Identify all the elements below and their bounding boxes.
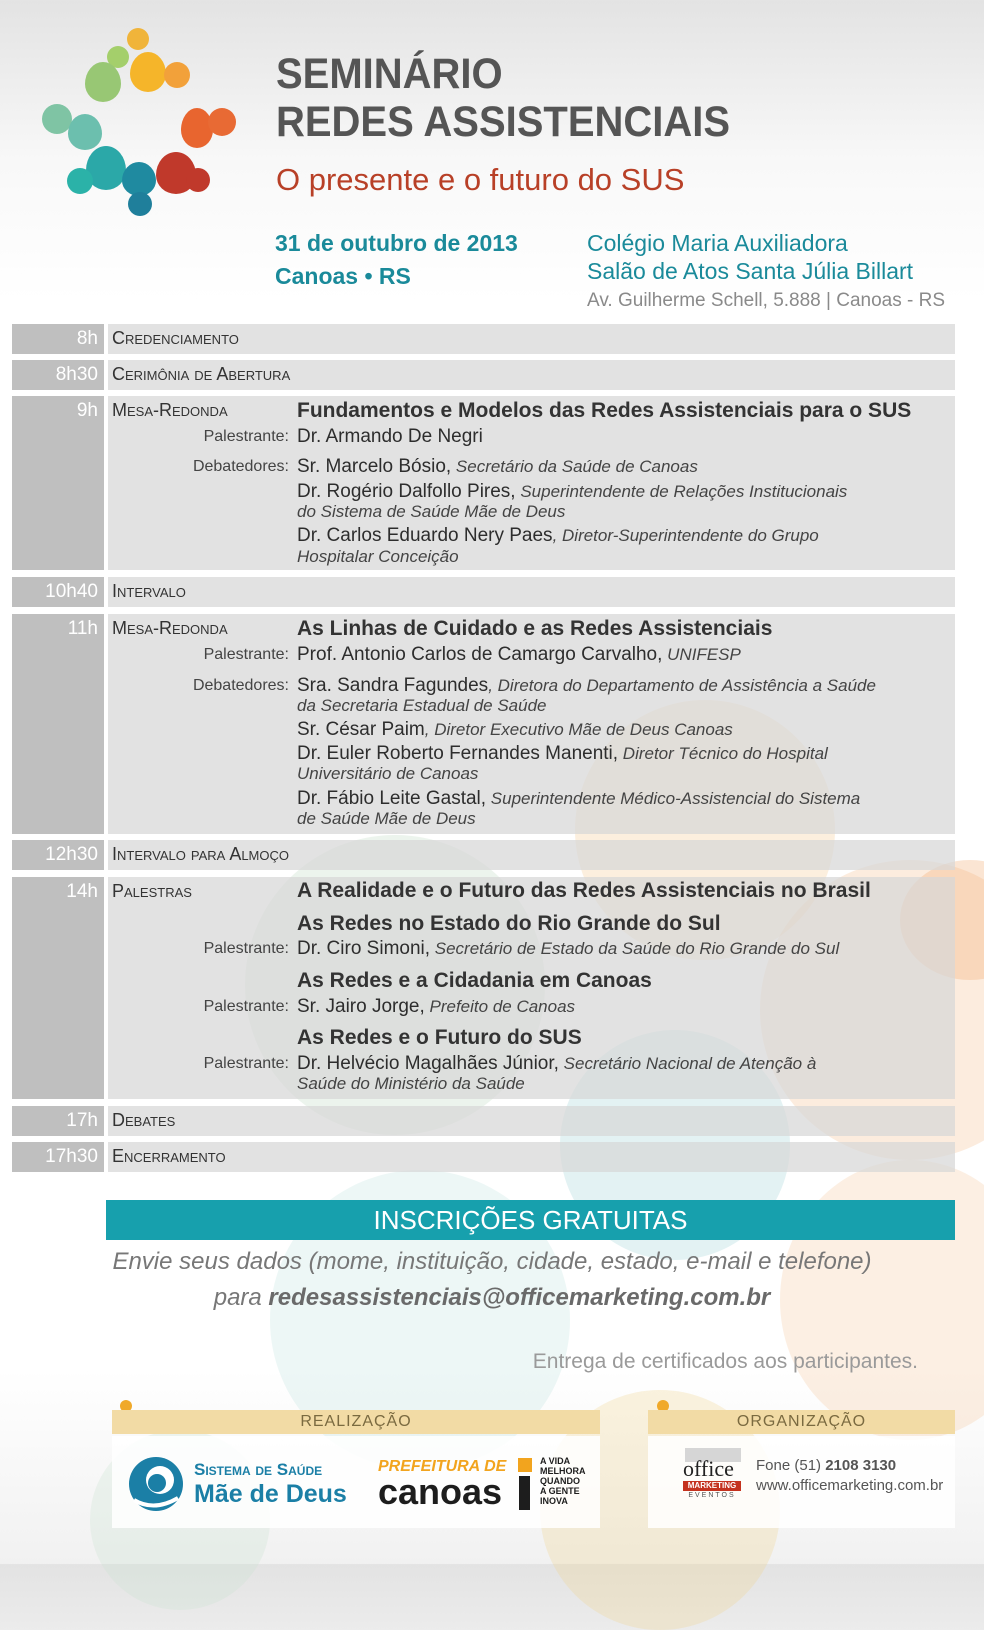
session-topic: A Realidade e o Futuro das Redes Assistenciais no Brasil <box>297 879 871 902</box>
session-label: Palestras <box>112 881 192 901</box>
debater-affiliation: do Sistema de Saúde Mãe de Deus <box>297 502 566 521</box>
session-label: Mesa-Redonda <box>112 618 228 638</box>
page-title-line2: REDES ASSISTENCIAIS <box>276 98 731 146</box>
debater: Sr. Marcelo Bósio, Secretário da Saúde de Canoas <box>297 456 698 477</box>
time-slot: 17h <box>12 1106 104 1136</box>
role-label: Debatedores: <box>192 677 289 694</box>
session-label: Credenciamento <box>112 328 239 348</box>
time-slot: 11h <box>12 614 104 834</box>
session-label: Cerimônia de Abertura <box>112 364 291 384</box>
office-word: office <box>683 1456 734 1481</box>
schedule-row <box>12 614 955 834</box>
registration-email-line: para redesassistenciais@officemarketing.com.br <box>213 1284 771 1311</box>
debater-affiliation: Hospitalar Conceição <box>297 547 459 566</box>
session-topic: Fundamentos e Modelos das Redes Assistenciais para o SUS <box>297 399 912 422</box>
session-label: Encerramento <box>112 1146 226 1166</box>
contact-website-link[interactable]: www.officemarketing.com.br <box>756 1477 944 1494</box>
session-label: Mesa-Redonda <box>112 400 228 420</box>
venue-line1: Colégio Maria Auxiliadora <box>587 230 848 256</box>
office-sub: MARKETING <box>683 1481 741 1491</box>
time-slot: 10h40 <box>12 577 104 607</box>
role-label: Palestrante: <box>203 940 289 957</box>
time-slot: 9h <box>12 396 104 570</box>
registration-heading: INSCRIÇÕES GRATUITAS <box>106 1200 955 1240</box>
mae-de-deus-logo[interactable] <box>124 1452 347 1516</box>
seminar-logo <box>40 20 240 220</box>
prefeitura-line1: PREFEITURA DE <box>378 1458 507 1475</box>
speaker-name: Dr. Armando De Negri <box>297 426 483 447</box>
certificates-note: Entrega de certificados aos participantes. <box>532 1350 918 1373</box>
time-slot: 8h30 <box>12 360 104 390</box>
speaker-name: Dr. Helvécio Magalhães Júnior, Secretário Nacional de Atenção à <box>297 1053 817 1074</box>
prefeitura-line2: canoas <box>378 1471 503 1512</box>
page-title-line1: SEMINÁRIO <box>276 50 503 98</box>
organizacao-heading: ORGANIZAÇÃO <box>648 1410 955 1434</box>
debater: Dr. Carlos Eduardo Nery Paes, Diretor-Superintendente do Grupo <box>297 525 819 546</box>
event-city: Canoas • RS <box>275 263 411 289</box>
session-topic: As Linhas de Cuidado e as Redes Assistenciais <box>297 617 773 640</box>
contact-phone: Fone (51) 2108 3130 <box>756 1457 897 1474</box>
time-slot: 14h <box>12 877 104 1099</box>
schedule-row <box>12 1142 955 1172</box>
time-slot: 8h <box>12 324 104 354</box>
event-date: 31 de outubro de 2013 <box>275 230 518 256</box>
role-label: Palestrante: <box>203 1055 289 1072</box>
role-label: Debatedores: <box>192 458 289 475</box>
venue-name <box>587 229 913 285</box>
schedule-row <box>12 396 955 570</box>
debater: Dr. Rogério Dalfollo Pires, Superintendente de Relações Institucionais <box>297 481 848 502</box>
time-slot: 17h30 <box>12 1142 104 1172</box>
debater: Dr. Fábio Leite Gastal, Superintendente Médico-Assistencial do Sistema <box>297 788 861 809</box>
speaker-name: Sr. Jairo Jorge, Prefeito de Canoas <box>297 996 576 1017</box>
debater-affiliation: de Saúde Mãe de Deus <box>297 809 476 828</box>
session-topic: As Redes no Estado do Rio Grande do Sul <box>297 912 721 935</box>
speaker-name: Dr. Ciro Simoni, Secretário de Estado da Saúde do Rio Grande do Sul <box>297 938 840 959</box>
role-label: Palestrante: <box>203 998 289 1015</box>
speaker-name: Prof. Antonio Carlos de Camargo Carvalho, UNIFESP <box>297 644 741 665</box>
role-label: Palestrante: <box>203 428 289 445</box>
office-sub2: EVENTOS <box>688 1492 736 1499</box>
time-slot: 12h30 <box>12 840 104 870</box>
session-label: Intervalo <box>112 581 186 601</box>
debater-affiliation: da Secretaria Estadual de Saúde <box>297 696 547 715</box>
schedule-row <box>12 877 955 1099</box>
mae-de-deus-line2: Mãe de Deus <box>194 1480 347 1508</box>
debater: Sr. César Paim, Diretor Executivo Mãe de Deus Canoas <box>297 719 733 740</box>
venue-address: Av. Guilherme Schell, 5.888 | Canoas - RS <box>587 290 946 311</box>
registration-email-link[interactable]: redesassistenciais@officemarketing.com.br <box>268 1284 771 1311</box>
schedule-row <box>12 840 955 870</box>
page-subtitle: O presente e o futuro do SUS <box>276 162 685 197</box>
debater: Dr. Euler Roberto Fernandes Manenti, Diretor Técnico do Hospital <box>297 743 828 764</box>
schedule-row <box>12 360 955 390</box>
session-label: Intervalo para Almoço <box>112 844 289 864</box>
session-topic: As Redes e a Cidadania em Canoas <box>297 969 652 992</box>
mae-de-deus-line1: Sistema de Saúde <box>194 1460 323 1479</box>
debater: Sra. Sandra Fagundes, Diretora do Departamento de Assistência a Saúde <box>297 675 876 696</box>
realizacao-heading: REALIZAÇÃO <box>112 1410 600 1434</box>
session-topic: As Redes e o Futuro do SUS <box>297 1026 582 1049</box>
prefeitura-canoas-logo[interactable] <box>376 1456 596 1518</box>
debater-affiliation: Universitário de Canoas <box>297 764 479 783</box>
session-label: Debates <box>112 1110 176 1130</box>
schedule-row <box>12 1106 955 1136</box>
role-label: Palestrante: <box>203 646 289 663</box>
office-marketing-logo[interactable] <box>683 1448 743 1500</box>
schedule-row <box>12 577 955 607</box>
mae-de-deus-emblem-icon <box>124 1452 188 1516</box>
prefeitura-tagline: A VIDA MELHORA QUANDO A GENTE INOVA <box>540 1456 586 1506</box>
speaker-affiliation: Saúde do Ministério da Saúde <box>297 1074 525 1093</box>
venue-line2: Salão de Atos Santa Júlia Billart <box>587 258 914 284</box>
schedule-row <box>12 324 955 354</box>
registration-instructions: Envie seus dados (mome, instituição, cidade, estado, e-mail e telefone) <box>112 1248 872 1275</box>
